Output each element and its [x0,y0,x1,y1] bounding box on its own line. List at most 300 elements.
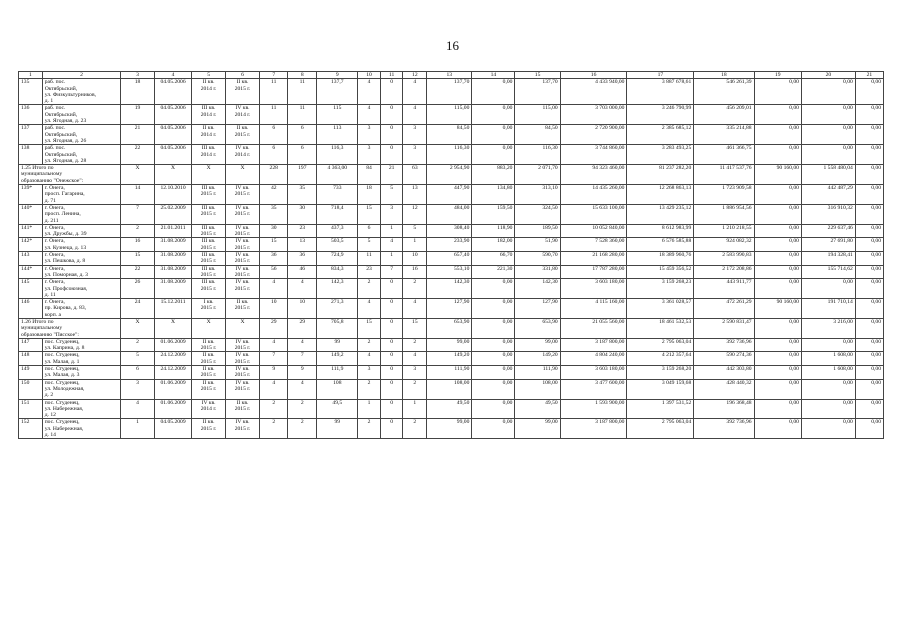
table-cell [192,338,225,352]
table-cell: 442 303,80 [694,366,754,380]
column-number-15: 15 [515,72,560,79]
cell-line: 2015 г. [200,231,217,238]
table-cell: 127,90 [515,299,560,319]
cell-line: 2015 г. [200,425,217,432]
table-cell: 15 [260,238,288,252]
table-cell [192,204,225,224]
column-number-11: 11 [380,72,403,79]
table-cell: 484,00 [427,204,472,224]
cell-line: раб. пос. [44,125,66,132]
table-cell: 90 160,00 [754,165,801,185]
table-cell: 4 [288,379,317,399]
table-cell: 724,9 [317,252,358,266]
address-cell [42,379,121,399]
table-cell: 0,00 [855,299,883,319]
table-cell: 2 [358,419,381,439]
table-cell: 0,00 [754,379,801,399]
table-cell: 2 172 208,86 [694,265,754,279]
cell-line: ул. Малая, д. 1 [44,358,80,365]
cell-line: д. 12 [44,412,56,419]
table-cell: 30 [260,224,288,238]
table-cell: 0,00 [472,338,515,352]
table-cell: 0,00 [855,224,883,238]
table-row [19,105,884,125]
table-cell: 3 159 268,23 [627,279,694,299]
table-cell: 0,00 [855,366,883,380]
table-cell: 705,8 [317,318,358,338]
table-cell [225,252,259,266]
cell-line: д. 211 [44,217,59,224]
table-cell: 31.08.2009 [154,252,192,266]
table-cell: X [192,318,225,338]
table-cell: 0 [380,299,403,319]
table-cell [192,252,225,266]
table-cell [192,185,225,205]
table-cell: 7 [380,265,403,279]
table-cell: 0,00 [801,145,855,165]
table-cell: 0 [380,338,403,352]
cell-line: ул. Пешкова, д. 8 [44,258,86,265]
subtotal-label [19,165,121,185]
cell-line: 2015 г. [234,345,251,352]
table-cell: 16 [121,238,154,252]
table-cell: 1 608,00 [801,352,855,366]
table-cell: 0,00 [855,399,883,419]
table-cell: 84,50 [515,125,560,145]
table-cell: 0,00 [754,419,801,439]
table-cell: 3 [358,125,381,145]
cell-line: IV кв. [235,279,250,286]
subtotal-row [19,165,884,185]
table-cell: 4 [403,105,427,125]
table-cell: 142,3 [317,279,358,299]
address-cell [42,185,121,205]
table-cell: 49,5 [317,399,358,419]
table-cell: 0,00 [754,79,801,105]
table-cell: 437,3 [317,224,358,238]
table-cell: 25.02.2009 [154,204,192,224]
table-cell: 0 [380,279,403,299]
table-cell: 4 433 940,00 [560,79,627,105]
table-cell: 6 [121,366,154,380]
column-number-19: 19 [754,72,801,79]
cell-line: пос. Студенец, [44,352,80,359]
column-number-2: 2 [42,72,121,79]
table-cell: 04.05.2006 [154,125,192,145]
table-cell: X [154,165,192,185]
table-cell: 19 [121,105,154,125]
cell-line: II кв. [236,299,249,306]
column-number-12: 12 [403,72,427,79]
cell-line: г. Онега, [44,252,65,259]
table-cell: 18 [358,185,381,205]
cell-line: ул. Малая, д. 3 [44,372,80,379]
table-cell: 0,00 [855,279,883,299]
cell-line: г. Онега, [44,238,65,245]
column-number-5: 5 [192,72,225,79]
column-number-17: 17 [627,72,694,79]
table-cell: 30 [288,204,317,224]
table-cell: 14 [121,185,154,205]
table-cell: 271,3 [317,299,358,319]
table-cell: 1 [403,399,427,419]
cell-line: IV кв. [235,379,250,386]
table-cell: 99 [317,338,358,352]
cell-line: IV кв. [235,338,250,345]
table-cell: 392 736,96 [694,338,754,352]
table-cell: 21 [380,165,403,185]
cell-line: 2015 г. [234,85,251,92]
row-number: 147 [19,338,43,352]
row-number: 142* [19,238,43,252]
table-cell: 2 385 685,12 [627,125,694,145]
table-cell [192,238,225,252]
table-cell: 3 187 800,00 [560,419,627,439]
cell-line: Октябрьский, [44,151,78,158]
table-cell: 0,00 [754,318,801,338]
table-cell: 0,00 [754,366,801,380]
table-cell: 2 [358,338,381,352]
table-row [19,125,884,145]
table-cell: 3 [403,145,427,165]
cell-line: 2015 г. [200,385,217,392]
table-cell: 4 [358,352,381,366]
address-cell [42,399,121,419]
table-cell [192,352,225,366]
column-number-6: 6 [225,72,259,79]
cell-line: 2015 г. [234,305,251,312]
table-cell: 313,10 [515,185,560,205]
table-cell: 1 886 954,56 [694,204,754,224]
cell-line: 2015 г. [234,405,251,412]
table-cell: 3 187 800,00 [560,338,627,352]
table-cell: 5 [380,185,403,205]
table-cell: 49,50 [427,399,472,419]
cell-line: образованию "Онежское": [21,177,84,184]
cell-line: 2015 г. [234,191,251,198]
table-cell: 137,70 [515,79,560,105]
table-cell: 15.12.2011 [154,299,192,319]
table-cell: X [121,165,154,185]
table-cell: 11 [288,79,317,105]
table-cell: 21 055 560,00 [560,318,627,338]
table-cell: 443 911,77 [694,279,754,299]
cell-line: 2015 г. [200,285,217,292]
table-cell: 503,5 [317,238,358,252]
table-cell: 0 [380,366,403,380]
table-cell: 99,00 [427,419,472,439]
table-cell: 1 [403,238,427,252]
table-cell: 18 461 532,53 [627,318,694,338]
table-cell: 0,00 [855,379,883,399]
table-cell: 99,00 [515,419,560,439]
table-cell: 718,4 [317,204,358,224]
table-cell: 0 [380,419,403,439]
table-cell [192,265,225,279]
table-cell: 1 [121,419,154,439]
table-cell: 4 [358,79,381,105]
table-cell: 1 [380,224,403,238]
table-cell: 546 261,39 [694,79,754,105]
table-cell: 4 [260,338,288,352]
table-cell: 3 [358,366,381,380]
table-cell: 108 [317,379,358,399]
table-row [19,252,884,266]
table-cell: 24.12.2009 [154,366,192,380]
table-cell: 0,00 [801,379,855,399]
cell-line: Октябрьский, [44,111,78,118]
table-cell: 0,00 [754,399,801,419]
table-cell: 4 115 160,00 [560,299,627,319]
table-cell [192,125,225,145]
table-cell: 3 246 790,99 [627,105,694,125]
table-cell: 18 389 960,76 [627,252,694,266]
table-cell: 94 323 460,00 [560,165,627,185]
cell-line: 2015 г. [200,358,217,365]
cell-line: ул. Ягодная, д. 28 [44,157,87,164]
table-cell: 31.08.2009 [154,238,192,252]
table-cell [192,379,225,399]
cell-line: ул. Ягодная, д. 23 [44,118,87,125]
table-row [19,224,884,238]
table-cell [192,145,225,165]
address-cell [42,204,121,224]
cell-line: 2014 г. [200,85,217,92]
table-cell: 0,00 [801,419,855,439]
cell-line: ул. Дружбы, д. 39 [44,231,87,238]
row-number: 148 [19,352,43,366]
cell-line: пос. Студенец, [44,366,80,373]
table-cell: 14 435 260,00 [560,185,627,205]
table-cell: 2 [121,224,154,238]
table-cell: X [225,165,259,185]
table-cell: 2 795 063,04 [627,338,694,352]
table-cell: 0,00 [855,165,883,185]
table-cell: 2 [403,379,427,399]
cell-line: 2015 г. [234,231,251,238]
address-cell [42,338,121,352]
table-cell: 11 [358,252,381,266]
table-row [19,185,884,205]
table-cell: 0,00 [801,338,855,352]
row-number: 136 [19,105,43,125]
table-cell: 3 159 268,20 [627,366,694,380]
table-cell [225,185,259,205]
cell-line: II кв. [202,352,215,359]
cell-line: 2015 г. [200,345,217,352]
table-cell: 3 703 000,00 [560,105,627,125]
table-cell: 6 [358,224,381,238]
cell-line: 2014 г. [234,151,251,158]
table-cell: 0,00 [472,125,515,145]
cell-line: IV кв. [235,252,250,259]
address-cell [42,265,121,279]
table-cell: 3 603 180,00 [560,279,627,299]
cell-line: III кв. [201,252,216,259]
table-cell: 428 440,32 [694,379,754,399]
cell-line: II кв. [202,366,215,373]
table-cell: 2 [260,419,288,439]
table-cell: 182,00 [472,238,515,252]
cell-line: II кв. [202,379,215,386]
cell-line: ул. Набережная, [44,405,84,412]
table-cell: 17 787 280,00 [560,265,627,279]
table-cell: 2 954,90 [427,165,472,185]
table-cell: 1 608,00 [801,366,855,380]
table-cell: 12 268 863,13 [627,185,694,205]
table-cell: 0,00 [754,224,801,238]
table-cell: 31.08.2009 [154,265,192,279]
cell-line: II кв. [236,79,249,86]
table-cell: 0,00 [855,338,883,352]
table-cell: 26 [121,279,154,299]
table-cell: 4 [260,379,288,399]
column-number-1: 1 [19,72,43,79]
table-cell: 13 [288,238,317,252]
table-cell: 15 [403,318,427,338]
cell-line: III кв. [201,145,216,152]
address-cell [42,252,121,266]
cell-line: 2015 г. [234,425,251,432]
table-cell: 3 603 180,00 [560,366,627,380]
column-number-9: 9 [317,72,358,79]
table-cell: 2 583 990,83 [694,252,754,266]
table-cell: 4 [260,279,288,299]
table-cell [225,299,259,319]
table-cell [192,299,225,319]
table-cell: 4 [403,299,427,319]
table-cell: 883,20 [472,165,515,185]
cell-line: г. Онега, [44,185,65,192]
cell-line: Октябрьский, [44,131,78,138]
row-number: 138 [19,145,43,165]
table-cell: 29 [288,318,317,338]
table-cell [192,105,225,125]
table-cell: 04.05.2006 [154,79,192,105]
table-cell: 0,00 [855,318,883,338]
cell-line: пос. Студенец, [44,379,80,386]
table-cell [225,379,259,399]
table-row [19,204,884,224]
table-cell: 118,90 [472,224,515,238]
table-cell: 4 [380,238,403,252]
table-cell: 0 [380,125,403,145]
table-row [19,145,884,165]
table-cell: 233,90 [427,238,472,252]
table-cell: 6 [288,125,317,145]
table-cell: 2 [403,338,427,352]
table-cell [225,224,259,238]
cell-line: IV кв. [235,238,250,245]
cell-line: раб. пос. [44,79,66,86]
address-cell [42,299,121,319]
table-cell: 2 590 831,47 [694,318,754,338]
table-cell: 191 710,14 [801,299,855,319]
table-cell: 01.06.2009 [154,399,192,419]
table-cell: 0,00 [754,185,801,205]
table-row [19,238,884,252]
column-number-16: 16 [560,72,627,79]
column-number-3: 3 [121,72,154,79]
address-cell [42,279,121,299]
table-cell: 22 [121,265,154,279]
table-cell: 0,00 [754,352,801,366]
table-cell: 63 [403,165,427,185]
table-cell: 924 082,32 [694,238,754,252]
table-cell: 99,00 [427,338,472,352]
table-cell: 2 071,70 [515,165,560,185]
table-cell: 51,90 [515,238,560,252]
cell-line: IV кв. [235,366,250,373]
table-cell: 0,00 [754,338,801,352]
table-cell: 1 723 909,58 [694,185,754,205]
cell-line: муниципальному [21,325,63,332]
row-number: 141* [19,224,43,238]
table-cell: 04.05.2006 [154,105,192,125]
cell-line: г. Онега, [44,265,65,272]
table-cell: 0,00 [472,279,515,299]
table-cell: 834,3 [317,265,358,279]
cell-line: 2015 г. [234,131,251,138]
cell-line: II кв. [202,125,215,132]
table-cell: 0,00 [855,185,883,205]
table-cell [192,419,225,439]
table-cell: 15 [358,318,381,338]
table-cell: 2 [358,379,381,399]
table-cell: 24 [121,299,154,319]
table-cell: 22 [121,145,154,165]
table-cell: 228 [260,165,288,185]
cell-line: 2015 г. [200,372,217,379]
cell-line: 2015 г. [234,258,251,265]
table-cell: 0,00 [472,79,515,105]
cell-line: III кв. [201,265,216,272]
table-cell: 2 [121,338,154,352]
table-cell: 12 [403,204,427,224]
cell-line: ул. Молодежная, [44,385,85,392]
table-cell: 111,90 [427,366,472,380]
table-cell: 99 [317,419,358,439]
table-cell: 04.05.2006 [154,145,192,165]
table-cell: X [121,318,154,338]
table-cell: 0,00 [801,125,855,145]
table-cell: 4 [403,79,427,105]
cell-line: г. Онега, [44,299,65,306]
table-cell: 115,00 [427,105,472,125]
table-cell: 1 210 218,55 [694,224,754,238]
column-number-row [19,72,884,79]
table-cell: 6 [260,125,288,145]
table-cell: 0 [380,352,403,366]
table-cell: 0,00 [855,145,883,165]
cell-line: III кв. [201,224,216,231]
cell-line: д. 1 [44,98,54,105]
row-number: 140* [19,204,43,224]
cell-line: ул. Поморная, д. 3 [44,271,88,278]
table-cell: 4 [121,399,154,419]
cell-line: 2014 г. [200,151,217,158]
table-cell: 11 [260,79,288,105]
table-cell: 108,00 [427,379,472,399]
cell-line: 2015 г. [234,244,251,251]
address-cell [42,419,121,439]
table-cell: 0,00 [754,238,801,252]
cell-line: 2015 г. [200,305,217,312]
table-cell: 0 [380,105,403,125]
cell-line: IV кв. [235,419,250,426]
table-cell: 56 [260,265,288,279]
table-cell [225,79,259,105]
